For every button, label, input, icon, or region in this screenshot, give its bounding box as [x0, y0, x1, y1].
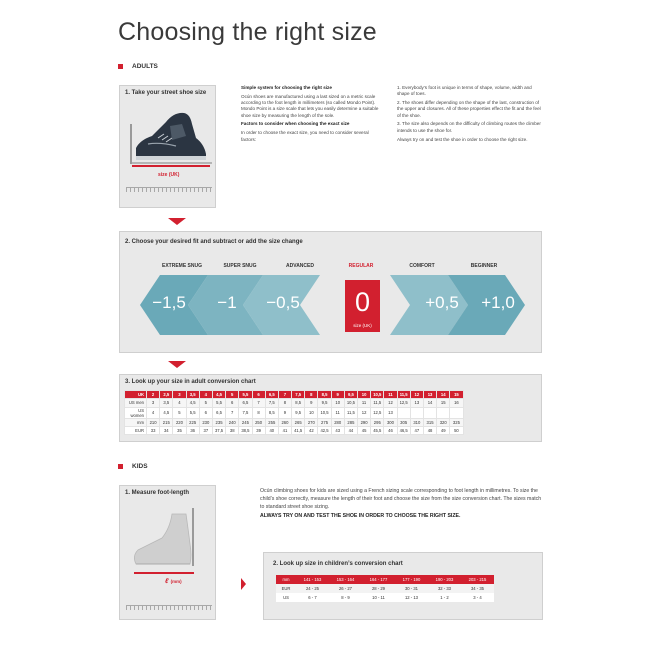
table-cell: 290: [358, 418, 371, 426]
table-cell: 275: [318, 418, 331, 426]
table-cell: 1 - 2: [440, 595, 449, 600]
table-row: [276, 575, 494, 584]
fit-label-beginner: BEGINNER: [470, 263, 498, 269]
table-row: [276, 593, 494, 602]
table-cell: 11: [331, 407, 344, 418]
table-cell: 46: [384, 426, 397, 434]
table-cell: 7,5: [292, 391, 305, 399]
kids-paragraph: Ocún climbing shoes for kids are sized using a French sizing scale corresponding to foot length in millimetres. To size the child’s shoe correctly, measure the length of their foot and choose the size from the size conversion chart. The sizes match to standard street shoe sizing.: [260, 488, 542, 510]
table-cell: 9: [278, 407, 291, 418]
table-cell: 235: [212, 418, 225, 426]
table-row: [125, 407, 464, 418]
table-row: [125, 391, 464, 399]
fit-label-comfort: COMFORT: [409, 263, 435, 269]
table-cell: 12: [410, 391, 423, 399]
step1-title: 1. Take your street shoe size: [125, 90, 207, 96]
table-cell: 5,5: [212, 399, 225, 407]
table-cell: 6,5: [265, 391, 278, 399]
table-cell: 153 - 164: [329, 575, 362, 584]
table-cell: 4,5: [212, 391, 225, 399]
table-cell: 10: [331, 399, 344, 407]
table-cell: 250: [252, 418, 265, 426]
ruler: [126, 187, 212, 192]
table-cell: 13: [410, 399, 423, 407]
table-cell: 4: [199, 391, 212, 399]
zero-size-label: size (UK): [353, 323, 372, 328]
fit-value-advanced: −0,5: [266, 293, 300, 312]
fit-label-extreme-snug: EXTREME SNUG: [161, 263, 202, 269]
table-cell: 3,5: [160, 399, 173, 407]
table-cell: 41: [278, 426, 291, 434]
table-cell: [423, 407, 436, 418]
kids-chart-panel: [263, 552, 543, 620]
table-cell: 6: [226, 399, 239, 407]
table-cell: [450, 407, 463, 418]
fit-value-extreme-snug: −1,5: [152, 293, 186, 312]
adult-conversion-table: [124, 390, 464, 435]
table-cell: 40: [265, 426, 278, 434]
table-cell: 14: [437, 391, 450, 399]
kids-conversion-table: [276, 575, 494, 602]
table-cell: 240: [226, 418, 239, 426]
table-cell: 225: [186, 418, 199, 426]
size-uk-label: size (UK): [158, 172, 180, 178]
table-cell: 12,5: [397, 399, 410, 407]
adult-chart-title: 3. Look up your size in adult conversion chart: [125, 379, 256, 385]
table-cell: 255: [265, 418, 278, 426]
fit-label-regular: REGULAR: [348, 263, 374, 269]
table-cell: 15: [437, 399, 450, 407]
table-cell: 33: [147, 426, 160, 434]
red-square-icon: [118, 464, 123, 469]
table-cell: 8,5: [292, 399, 305, 407]
foot-illustration: [128, 508, 212, 570]
table-cell: 5: [173, 407, 186, 418]
table-cell: 2: [147, 391, 160, 399]
regular-zero-box: [345, 280, 380, 332]
kids-step1-title: 1. Measure foot-length: [125, 490, 190, 496]
table-cell: 38,5: [239, 426, 252, 434]
table-cell: 9,5: [344, 391, 357, 399]
table-cell: 11,5: [371, 399, 384, 407]
table-cell: 4,5: [186, 399, 199, 407]
fit-value-comfort: +0,5: [425, 293, 459, 312]
table-cell: 6 - 7: [308, 595, 317, 600]
table-cell: 280: [331, 418, 344, 426]
right-arrow-icon: [241, 578, 246, 590]
down-arrow-icon: [168, 218, 186, 225]
table-cell: 6: [199, 407, 212, 418]
row-label-cell: UK: [125, 391, 147, 399]
row-label-cell: EUR: [276, 584, 296, 593]
table-cell: 10,5: [344, 399, 357, 407]
table-cell: 15: [450, 391, 463, 399]
table-cell: 3 - 4: [473, 595, 482, 600]
table-cell: 4: [147, 407, 160, 418]
table-cell: 2,5: [160, 391, 173, 399]
table-cell: 7: [278, 391, 291, 399]
table-cell: [410, 407, 423, 418]
row-label-cell: US men: [125, 399, 147, 407]
table-cell: 43: [331, 426, 344, 434]
table-cell: 11,5: [344, 407, 357, 418]
down-arrow-icon: [168, 361, 186, 368]
kids-section-tag: [118, 463, 148, 470]
table-cell: 7,5: [239, 407, 252, 418]
info-paragraph-2: In order to choose the exact size, you need to consider several factors:: [241, 130, 369, 142]
table-cell: 12,5: [371, 407, 384, 418]
table-cell: 41,5: [292, 426, 305, 434]
table-cell: 7,5: [265, 399, 278, 407]
fit-label-super-snug: SUPER SNUG: [223, 263, 257, 269]
info-paragraph-1: Ocún shoes are manufactured using a last sized on a metric scale according to the foot length in millimeters (so called Mondo Point). Mondo Point is a size scale that lets you easily determine a suitable shoe size by measuring the length of the sole.: [241, 93, 379, 118]
fit-value-super-snug: −1: [217, 293, 237, 312]
table-cell: 177 - 190: [395, 575, 428, 584]
table-cell: 295: [371, 418, 384, 426]
info-point-3: 3. The size also depends on the difficulty of climbing routes the climber intends to use the shoe for.: [397, 121, 541, 133]
table-cell: 6,5: [239, 399, 252, 407]
table-cell: 320: [437, 418, 450, 426]
table-cell: 315: [423, 418, 436, 426]
table-cell: 10,5: [318, 407, 331, 418]
table-cell: 215: [160, 418, 173, 426]
table-cell: 260: [278, 418, 291, 426]
table-cell: 11: [384, 391, 397, 399]
table-cell: 325: [450, 418, 463, 426]
fit-value-beginner: +1,0: [481, 293, 515, 312]
table-cell: 42,5: [318, 426, 331, 434]
table-cell: 6: [252, 391, 265, 399]
table-cell: 28 - 29: [362, 584, 395, 593]
kids-emphasis: ALWAYS TRY ON AND TEST THE SHOE IN ORDER TO CHOOSE THE RIGHT SIZE.: [260, 512, 461, 519]
table-cell: 210: [147, 418, 160, 426]
table-cell: 12: [384, 399, 397, 407]
table-cell: 9,5: [318, 399, 331, 407]
info-column-2: [397, 85, 543, 145]
mm-unit: (mm): [170, 579, 182, 584]
table-cell: 300: [384, 418, 397, 426]
table-row: [125, 399, 464, 407]
table-cell: 16: [450, 399, 463, 407]
fit-panel: [119, 231, 542, 353]
row-label-cell: mm: [125, 418, 147, 426]
table-cell: 39: [252, 426, 265, 434]
kids-step1-panel: [119, 485, 216, 620]
step1-panel: [119, 85, 216, 208]
adults-tag-label: ADULTS: [132, 63, 158, 70]
table-cell: 12 - 13: [404, 595, 419, 600]
table-cell: 3,5: [186, 391, 199, 399]
table-cell: 37: [199, 426, 212, 434]
table-cell: 8: [252, 407, 265, 418]
table-cell: 10,5: [371, 391, 384, 399]
table-cell: 34: [160, 426, 173, 434]
ruler: [126, 605, 212, 610]
table-cell: 270: [305, 418, 318, 426]
table-cell: 5,5: [186, 407, 199, 418]
size-measure-line: [132, 165, 210, 167]
info-point-2: 2. The shoes differ depending on the shape of the last, construction of the upper and closures. All of these properties effect the fit and the feel of the shoe.: [397, 100, 541, 118]
table-cell: 245: [239, 418, 252, 426]
table-cell: 220: [173, 418, 186, 426]
table-cell: 7: [252, 399, 265, 407]
table-cell: 42: [305, 426, 318, 434]
table-cell: 49: [437, 426, 450, 434]
table-cell: 13: [423, 391, 436, 399]
table-cell: 50: [450, 426, 463, 434]
table-cell: 48: [423, 426, 436, 434]
info-column-1: [241, 85, 383, 145]
table-cell: 12: [358, 407, 371, 418]
page-title: Choosing the right size: [118, 18, 377, 46]
table-cell: 10: [358, 391, 371, 399]
fit-value-regular: 0: [354, 287, 371, 317]
table-cell: 7: [226, 407, 239, 418]
table-cell: 9: [305, 399, 318, 407]
table-cell: 5: [226, 391, 239, 399]
table-cell: 32 - 33: [428, 584, 461, 593]
table-cell: 305: [397, 418, 410, 426]
table-cell: 265: [292, 418, 305, 426]
table-cell: 164 - 177: [362, 575, 395, 584]
table-row: [276, 584, 494, 593]
table-cell: 11: [358, 399, 371, 407]
info-heading-2: Factors to consider when choosing the exact size: [241, 121, 350, 127]
table-cell: 24 - 25: [296, 584, 329, 593]
kids-chart-title: 2. Look up size in children’s conversion chart: [273, 561, 403, 567]
table-cell: 37,5: [212, 426, 225, 434]
table-cell: 8,5: [318, 391, 331, 399]
table-cell: 10 - 11: [372, 595, 385, 600]
table-cell: 35: [173, 426, 186, 434]
table-cell: 26 - 27: [329, 584, 362, 593]
table-cell: 44: [344, 426, 357, 434]
table-cell: 230: [199, 418, 212, 426]
table-cell: 9,5: [292, 407, 305, 418]
foot-length-label: [165, 578, 182, 585]
red-square-icon: [118, 64, 123, 69]
row-label-cell: EUR: [125, 426, 147, 434]
table-cell: 6,5: [212, 407, 225, 418]
table-cell: 141 - 153: [296, 575, 329, 584]
table-cell: [437, 407, 450, 418]
table-cell: 30 - 31: [395, 584, 428, 593]
table-cell: 4: [173, 399, 186, 407]
fit-label-advanced: ADVANCED: [286, 263, 314, 269]
table-cell: [397, 407, 410, 418]
row-label-cell: US women: [125, 407, 147, 418]
table-cell: 8,5: [265, 407, 278, 418]
info-point-1: 1. Everybody’s foot is unique in terms of shape, volume, width and shape of toes.: [397, 85, 532, 97]
table-cell: 34 - 35: [461, 584, 494, 593]
table-cell: 4,5: [160, 407, 173, 418]
row-label-cell: mm: [276, 575, 296, 584]
table-cell: 46,5: [397, 426, 410, 434]
table-cell: 310: [410, 418, 423, 426]
table-row: [125, 418, 464, 426]
table-cell: 190 - 203: [428, 575, 461, 584]
foot-measure-line: [134, 572, 194, 574]
table-cell: 36: [186, 426, 199, 434]
adults-section-tag: [118, 63, 158, 70]
table-cell: 8: [305, 391, 318, 399]
kids-info: [260, 487, 543, 522]
fit-title: 2. Choose your desired fit and subtract or add the size change: [125, 239, 303, 245]
table-cell: 10: [305, 407, 318, 418]
kids-tag-label: KIDS: [132, 463, 148, 470]
table-cell: 8: [278, 399, 291, 407]
table-cell: 45,5: [371, 426, 384, 434]
table-cell: 38: [226, 426, 239, 434]
ell-symbol: ℓ: [165, 578, 169, 585]
table-cell: 5,5: [239, 391, 252, 399]
table-cell: 3: [173, 391, 186, 399]
table-row: [125, 426, 464, 434]
row-label-cell: US: [283, 595, 289, 600]
table-cell: 13: [384, 407, 397, 418]
table-cell: 47: [410, 426, 423, 434]
table-cell: 3: [147, 399, 160, 407]
table-cell: 8 - 9: [341, 595, 350, 600]
table-cell: 203 - 215: [461, 575, 494, 584]
table-cell: 45: [358, 426, 371, 434]
table-cell: 5: [199, 399, 212, 407]
info-heading-1: Simple system for choosing the right size: [241, 85, 332, 90]
table-cell: 11,5: [397, 391, 410, 399]
info-point-4: Always try on and test the shoe in order to choose the right size.: [397, 136, 528, 142]
adult-chart-panel: [119, 374, 542, 442]
table-cell: 9: [331, 391, 344, 399]
table-cell: 14: [423, 399, 436, 407]
table-cell: 285: [344, 418, 357, 426]
